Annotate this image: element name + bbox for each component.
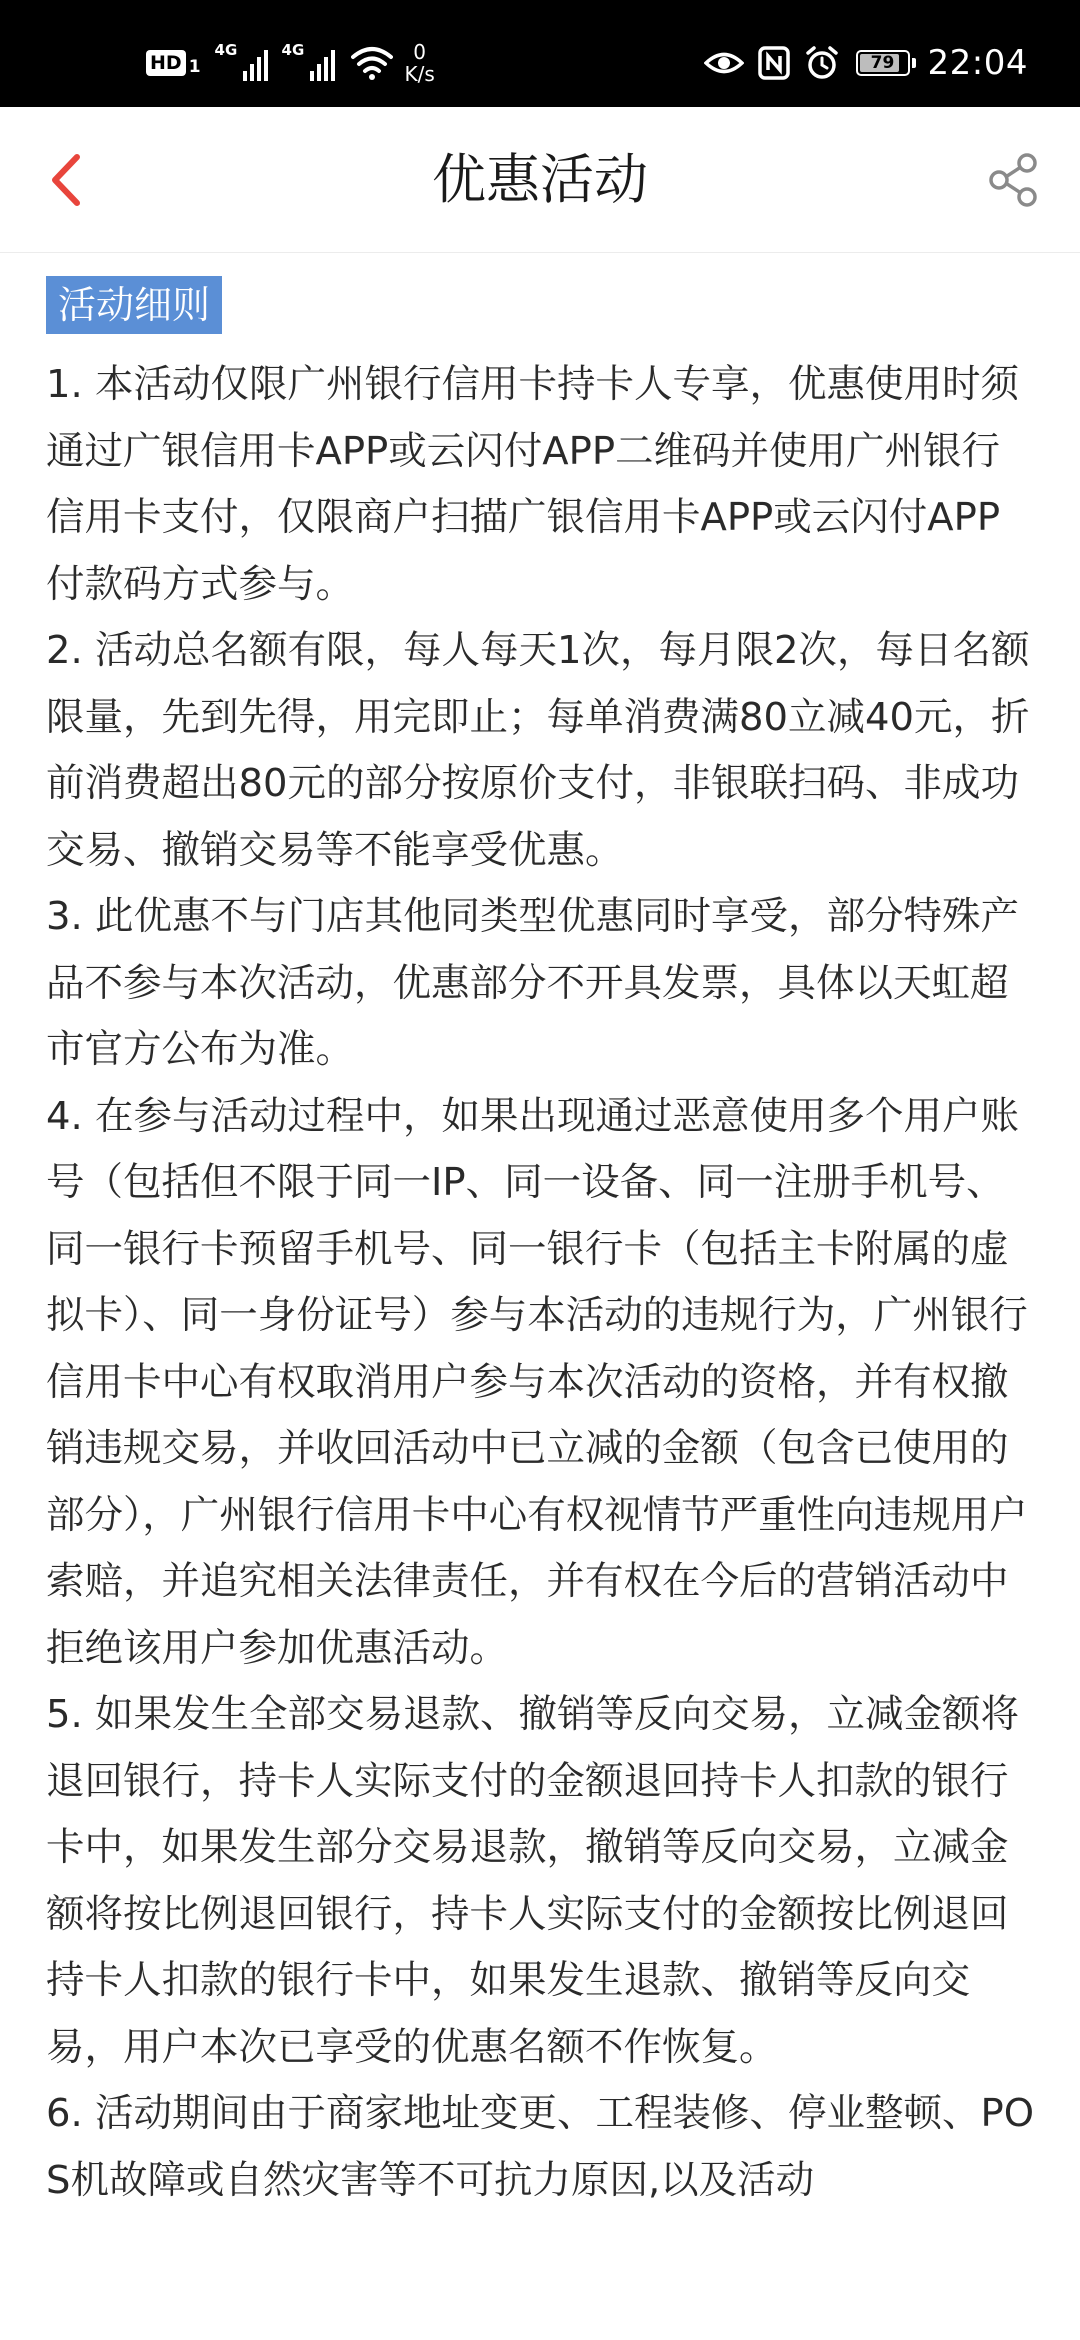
signal-2-icon xyxy=(281,41,335,81)
eye-comfort-icon xyxy=(704,48,744,78)
rules-list xyxy=(46,352,1036,2214)
rule-item-1: 1. 本活动仅限广州银行信用卡持卡人专享，优惠使用时须通过广银信用卡APP或云闪付APP二维码并使用广州银行信用卡支付，仅限商户扫描广银信用卡APP或云闪付APP付款码方式参与。 xyxy=(46,362,1019,607)
share-icon xyxy=(987,152,1041,208)
signal-2-label: 4G xyxy=(281,41,305,59)
network-speed-value: 0 xyxy=(413,40,427,64)
hd-voice-icon: HD xyxy=(146,50,186,76)
status-bar xyxy=(0,0,1080,107)
share-button[interactable] xyxy=(982,148,1046,212)
rule-item-4: 4. 在参与活动过程中，如果出现通过恶意使用多个用户账号（包括但不限于同一IP、同一设备、同一注册手机号、同一银行卡预留手机号、同一银行卡（包括主卡附属的虚拟卡）、同一身份证号）参与本活动的违规行为，广州银行信用卡中心有权取消用户参与本次活动的资格，并有权撤销违规交易，并收回活动中已立减的金额（包含已使用的部分），广州银行信用卡中心有权视情节严重性向违规用户索赔，并追究相关法律责任，并有权在今后的营销活动中拒绝该用户参加优惠活动。 xyxy=(46,1093,1028,1671)
rule-item-3: 3. 此优惠不与门店其他同类型优惠同时享受，部分特殊产品不参与本次活动，优惠部分不开具发票，具体以天虹超市官方公布为准。 xyxy=(46,894,1019,1072)
status-left xyxy=(146,38,435,88)
wifi-icon xyxy=(351,45,393,81)
network-speed-unit: K/s xyxy=(404,62,435,86)
signal-1-icon xyxy=(214,41,268,81)
network-speed xyxy=(405,41,435,85)
rule-item-2: 2. 活动总名额有限，每人每天1次，每月限2次，每日名额限量，先到先得，用完即止；每单消费满80立减40元，折前消费超出80元的部分按原价支付，非银联扫码、非成功交易、撤销交易等不能享受优惠。 xyxy=(46,628,1030,873)
page-title: 优惠活动 xyxy=(432,148,648,211)
alarm-clock-icon xyxy=(804,45,840,81)
section-tag: 活动细则 xyxy=(46,276,222,334)
activity-rules xyxy=(46,276,1036,2214)
battery-icon xyxy=(856,50,916,76)
rule-item-6: 6. 活动期间由于商家地址变更、工程装修、停业整顿、POS机故障或自然灾害等不可抗力原因,以及活动 xyxy=(46,2091,1034,2203)
battery-level: 79 xyxy=(870,53,895,73)
signal-1-label: 4G xyxy=(214,41,238,59)
status-time: 22:04 xyxy=(927,43,1028,83)
status-right xyxy=(690,38,1028,88)
nfc-icon xyxy=(758,46,790,80)
app-header xyxy=(0,107,1080,253)
hd-sim-number: 1 xyxy=(188,57,201,77)
rule-item-5: 5. 如果发生全部交易退款、撤销等反向交易，立减金额将退回银行，持卡人实际支付的金额退回持卡人扣款的银行卡中，如果发生部分交易退款，撤销等反向交易，立减金额将按比例退回银行，持卡人实际支付的金额按比例退回持卡人扣款的银行卡中，如果发生退款、撤销等反向交易，用户本次已享受的优惠名额不作恢复。 xyxy=(46,1692,1019,2070)
